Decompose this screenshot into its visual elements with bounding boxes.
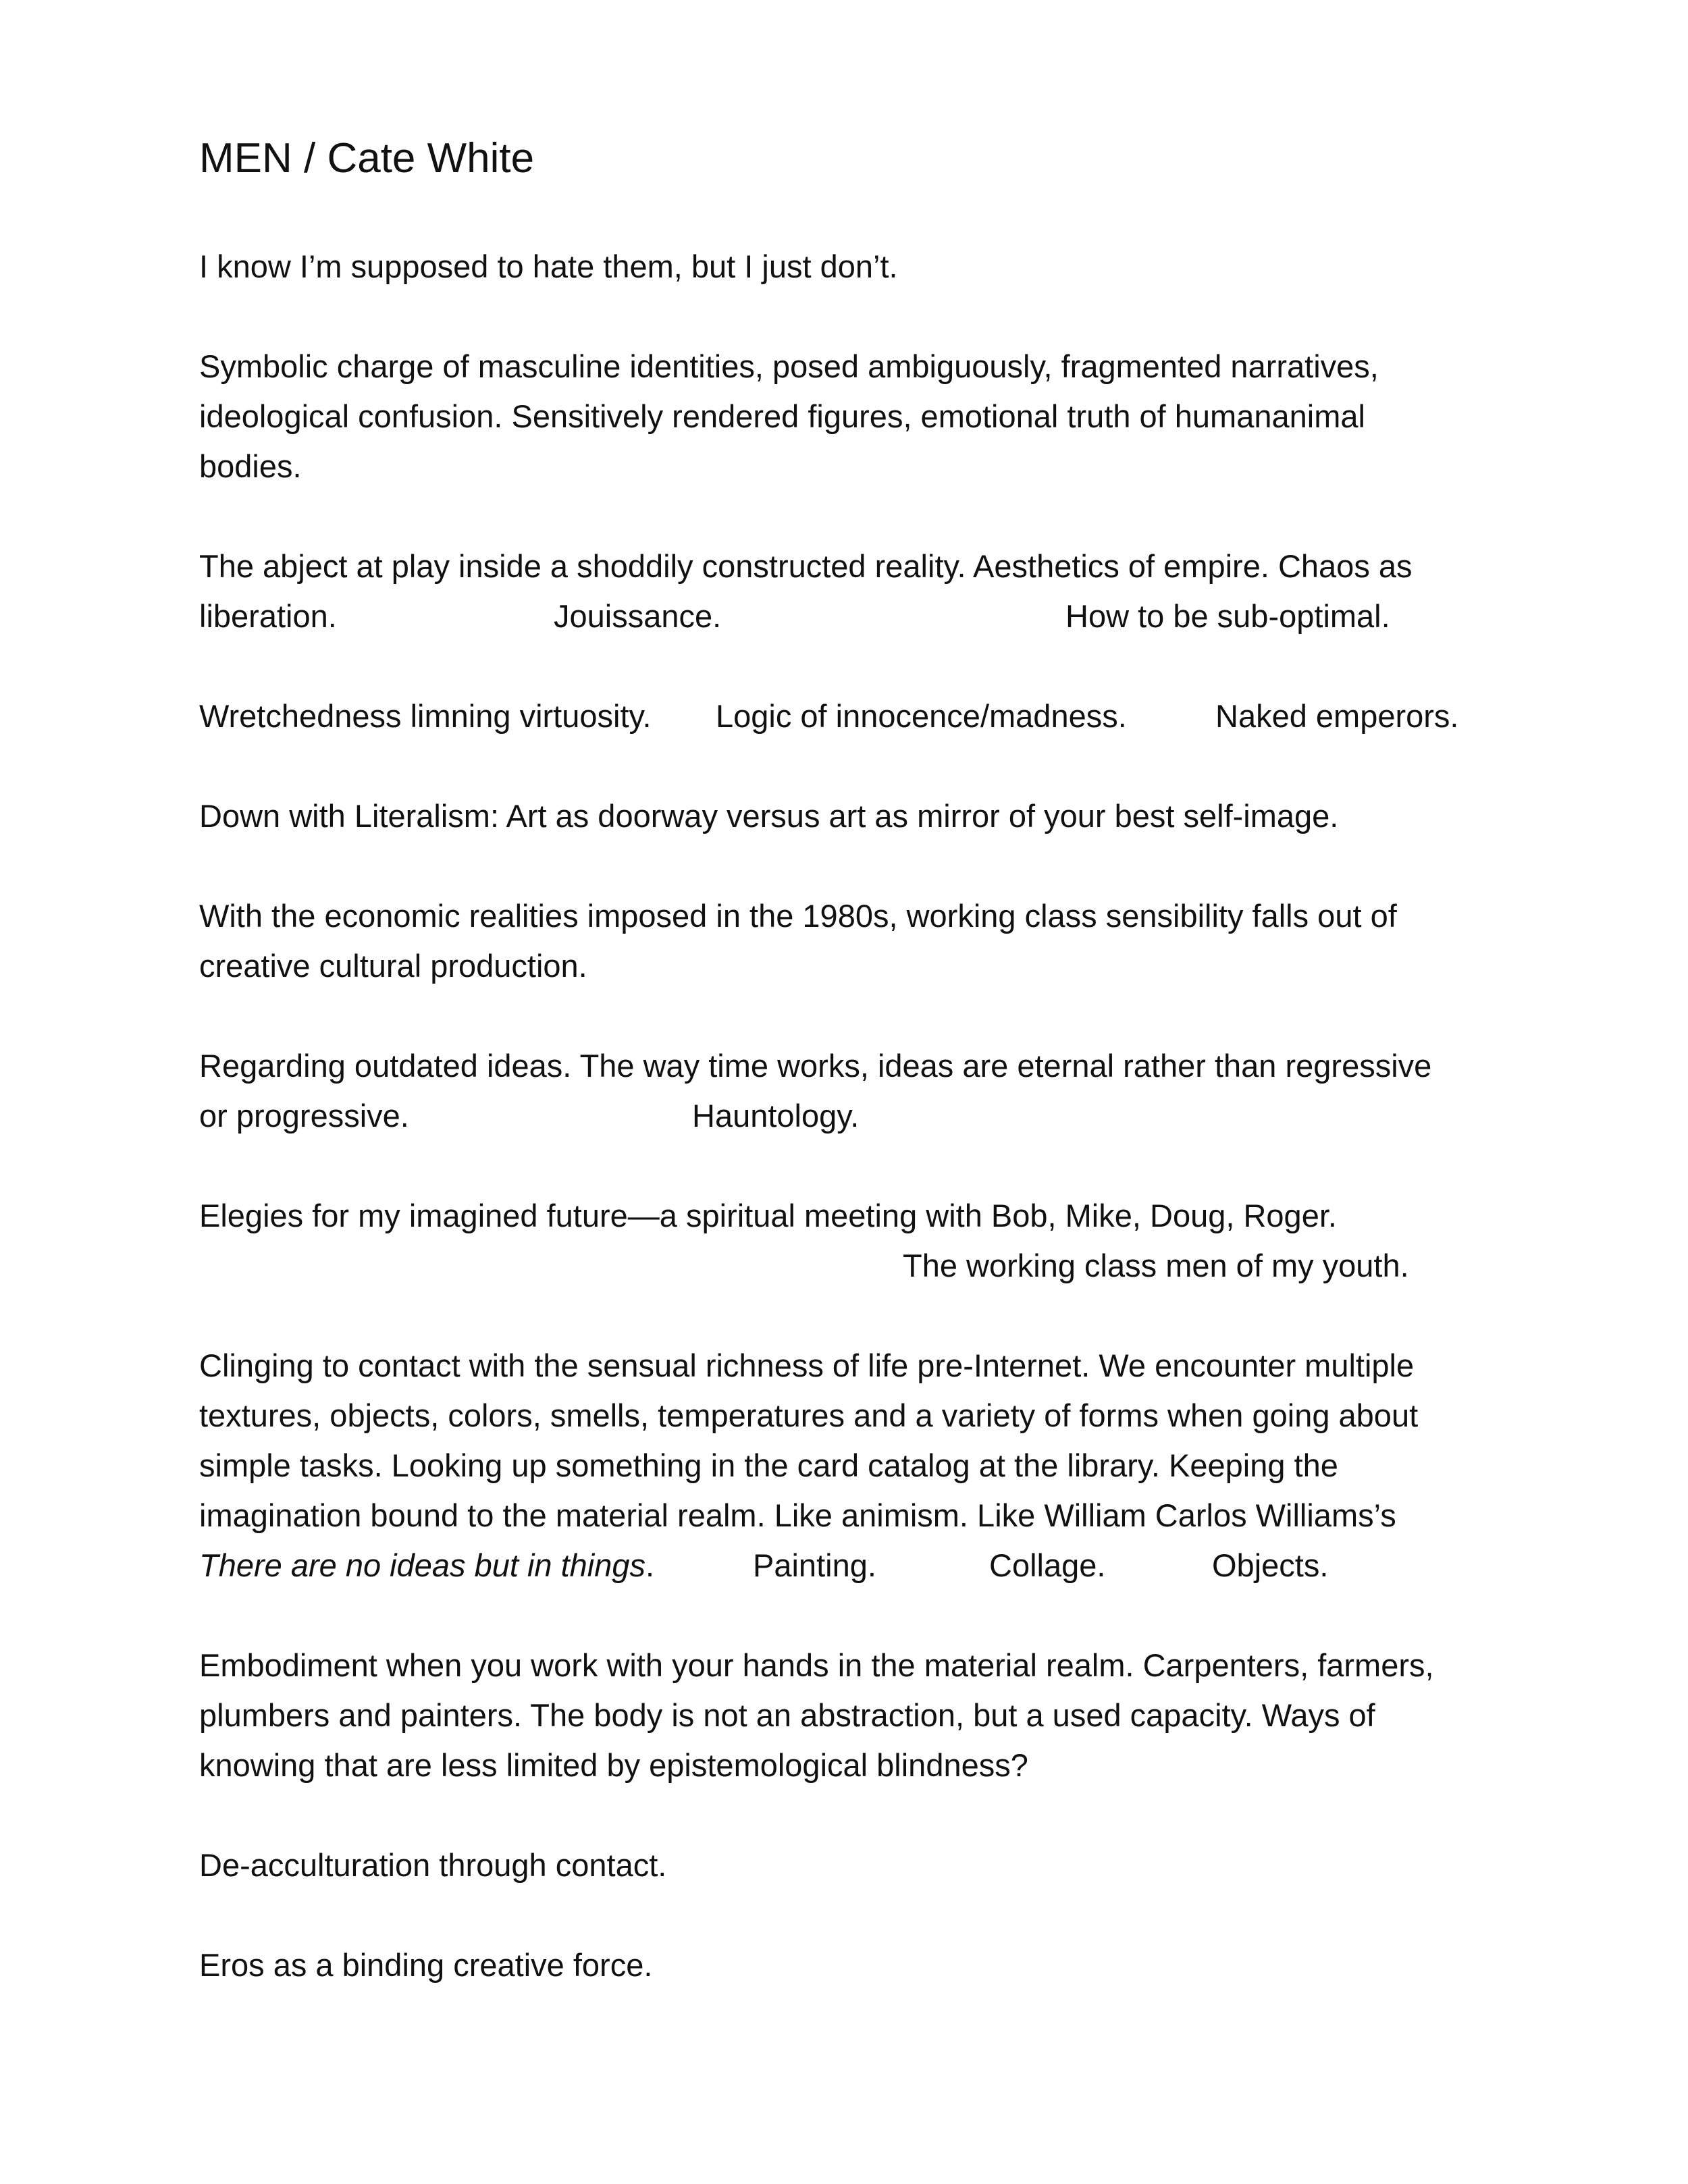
- phrase-objects: Objects.: [1212, 1547, 1329, 1583]
- paragraph-5: [199, 791, 1502, 841]
- paragraph-6: [199, 891, 1502, 991]
- paragraph-12: [199, 1940, 1502, 1990]
- paragraph-4: [199, 691, 1502, 741]
- text-line: creative cultural production.: [199, 948, 587, 984]
- paragraph-2: [199, 342, 1502, 491]
- paragraph-9: [199, 1341, 1502, 1591]
- text-line: I know I’m supposed to hate them, but I just don’t.: [199, 248, 898, 284]
- phrase-progressive: or progressive.: [199, 1098, 409, 1134]
- text-line: De-acculturation through contact.: [199, 1847, 667, 1883]
- paragraph-11: [199, 1840, 1502, 1890]
- text-line: Eros as a binding creative force.: [199, 1947, 653, 1983]
- paragraph-7: [199, 1041, 1502, 1141]
- phrase-hauntology: Hauntology.: [692, 1098, 860, 1134]
- paragraph-1: [199, 242, 1502, 292]
- text-line: bodies.: [199, 448, 302, 484]
- phrase-collage: Collage.: [989, 1547, 1106, 1583]
- phrase-naked-emperors: Naked emperors.: [1215, 698, 1459, 734]
- text-line: [199, 1541, 1502, 1591]
- paragraph-8: [199, 1191, 1502, 1291]
- text-line: [199, 591, 1502, 641]
- text-line: ideological confusion. Sensitively rendered figures, emotional truth of humananimal: [199, 398, 1365, 434]
- page-title: MEN / Cate White: [199, 135, 535, 182]
- text-line: Embodiment when you work with your hands in the material realm. Carpenters, farmers,: [199, 1647, 1434, 1683]
- phrase-no-ideas: [199, 1541, 654, 1591]
- text-line: [199, 1241, 1502, 1291]
- italic-quote: There are no ideas but in things: [199, 1547, 646, 1583]
- text-line: With the economic realities imposed in the 1980s, working class sensibility falls out of: [199, 898, 1397, 934]
- text-line: Regarding outdated ideas. The way time works, ideas are eternal rather than regressive: [199, 1048, 1432, 1084]
- text-line: Clinging to contact with the sensual richness of life pre-Internet. We encounter multiple: [199, 1348, 1415, 1383]
- phrase-sub-optimal: How to be sub-optimal.: [1065, 598, 1390, 634]
- paragraph-10: [199, 1641, 1502, 1790]
- text-line: simple tasks. Looking up something in the card catalog at the library. Keeping the: [199, 1447, 1338, 1483]
- text-line: [199, 1091, 1502, 1141]
- text-line: imagination bound to the material realm. Like animism. Like William Carlos Williams’s: [199, 1497, 1396, 1533]
- text-line: plumbers and painters. The body is not an abstraction, but a used capacity. Ways of: [199, 1697, 1375, 1733]
- phrase-working-class-men: The working class men of my youth.: [903, 1248, 1409, 1283]
- paragraph-3: [199, 541, 1502, 641]
- phrase-jouissance: Jouissance.: [554, 598, 722, 634]
- phrase-painting: Painting.: [753, 1547, 876, 1583]
- document-body: [199, 242, 1502, 2040]
- text-line: knowing that are less limited by epistemological blindness?: [199, 1747, 1028, 1783]
- text-line: [199, 691, 1502, 741]
- phrase-logic: Logic of innocence/madness.: [716, 698, 1127, 734]
- phrase-wretchedness: Wretchedness limning virtuosity.: [199, 698, 652, 734]
- quote-period: .: [645, 1547, 655, 1583]
- phrase-liberation: liberation.: [199, 598, 337, 634]
- text-line: textures, objects, colors, smells, temperatures and a variety of forms when going about: [199, 1397, 1419, 1433]
- text-line: The abject at play inside a shoddily constructed reality. Aesthetics of empire. Chaos as: [199, 548, 1413, 584]
- text-line: Down with Literalism: Art as doorway versus art as mirror of your best self-image.: [199, 798, 1339, 834]
- text-line: Symbolic charge of masculine identities, posed ambiguously, fragmented narratives,: [199, 348, 1379, 384]
- text-line: Elegies for my imagined future—a spiritual meeting with Bob, Mike, Doug, Roger.: [199, 1198, 1337, 1233]
